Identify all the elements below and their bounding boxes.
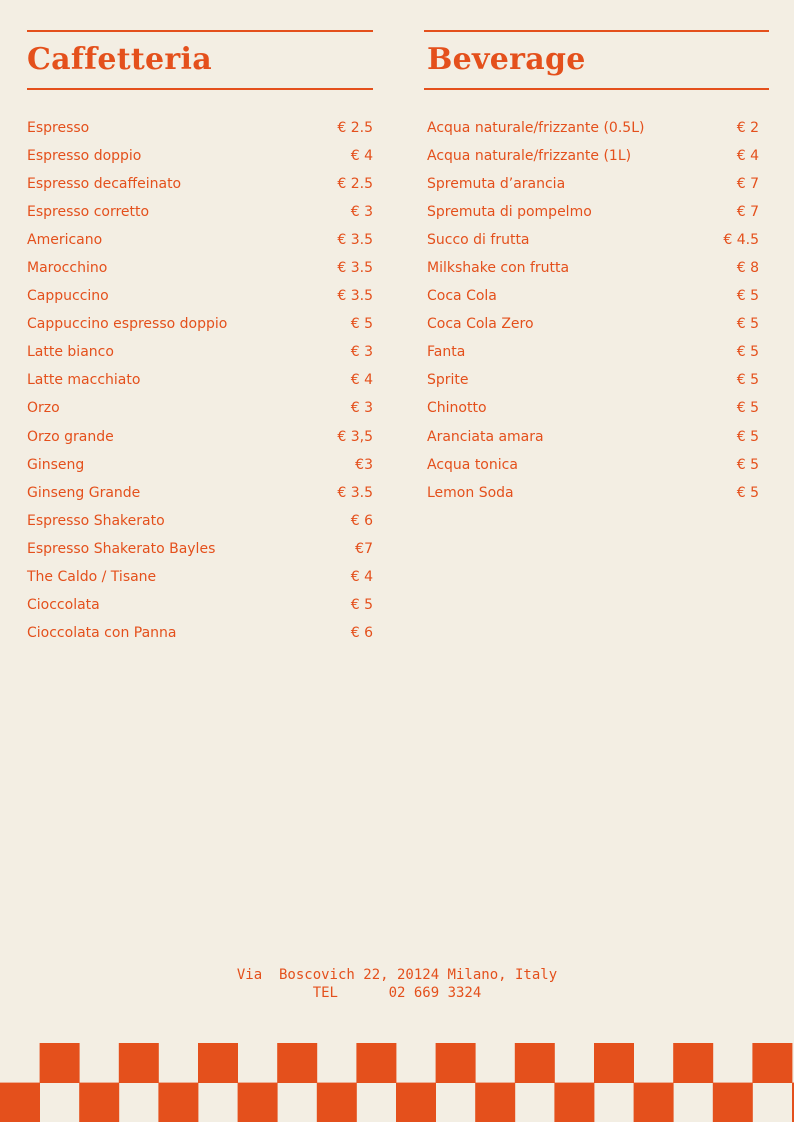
menu-item-name: Espresso Shakerato Bayles [27, 540, 216, 557]
checker-square [79, 1083, 119, 1122]
menu-list [27, 114, 373, 647]
menu-item [27, 338, 373, 366]
menu-item-name: Cioccolata [27, 596, 100, 613]
menu-item-name: Espresso [27, 120, 90, 137]
menu-item-price: € 4 [350, 568, 373, 585]
menu-item-price: € 4 [350, 148, 373, 165]
menu-item-price: € 7 [736, 204, 759, 221]
beverage-section [424, 30, 769, 501]
menu-item-price: € 2.5 [337, 120, 373, 137]
checker-square [396, 1083, 436, 1122]
menu-item-price: € 5 [350, 316, 373, 333]
menu-item [427, 479, 759, 507]
menu-item [27, 451, 373, 479]
menu-item [27, 479, 373, 507]
menu-item [27, 254, 373, 282]
menu-item-price: € 7 [736, 176, 759, 193]
menu-item-name: Aranciata amara [427, 428, 544, 445]
phone-label: TEL [312, 985, 338, 1001]
menu-item-price: € 5 [736, 372, 759, 389]
checker-square [158, 1083, 198, 1122]
menu-item-name: Succo di frutta [427, 232, 530, 249]
menu-item-price: € 3.5 [337, 288, 373, 305]
checker-square [594, 1043, 634, 1083]
menu-item-name: Spremuta d’arancia [427, 176, 566, 193]
menu-item-price: € 2 [736, 120, 759, 137]
menu-item-price: € 4.5 [723, 232, 759, 249]
menu-item-price: € 5 [350, 596, 373, 613]
menu-item [27, 226, 373, 254]
menu-item [27, 114, 373, 142]
menu-item-price: € 8 [736, 260, 759, 277]
checker-square [40, 1043, 80, 1083]
menu-item [27, 310, 373, 338]
menu-item-name: Espresso decaffeinato [27, 176, 182, 193]
menu-item [427, 142, 759, 170]
menu-item [427, 198, 759, 226]
checkerboard-border [0, 1043, 794, 1122]
menu-item [427, 226, 759, 254]
menu-list [427, 114, 759, 507]
menu-item-name: Chinotto [427, 400, 487, 417]
footer-contact [0, 966, 794, 1002]
menu-item [27, 198, 373, 226]
section-bottom-rule [27, 88, 373, 90]
checker-square [198, 1043, 238, 1083]
menu-item [27, 507, 373, 535]
menu-item [27, 563, 373, 591]
menu-item-name: Orzo [27, 400, 60, 417]
menu-item-price: €3 [355, 456, 373, 473]
checker-square [277, 1043, 317, 1083]
checker-square [673, 1043, 713, 1083]
checker-square [119, 1043, 159, 1083]
menu-item-price: € 3 [350, 204, 373, 221]
menu-item-name: Acqua naturale/frizzante (1L) [427, 148, 632, 165]
caffetteria-section [27, 30, 373, 641]
menu-item [427, 282, 759, 310]
menu-item-name: Orzo grande [27, 428, 114, 445]
menu-item-name: Cappuccino espresso doppio [27, 316, 228, 333]
menu-item-name: Sprite [427, 372, 469, 389]
menu-item-price: € 5 [736, 456, 759, 473]
menu-item-name: Americano [27, 232, 103, 249]
checker-square [634, 1083, 674, 1122]
menu-item [427, 114, 759, 142]
menu-item-price: € 5 [736, 484, 759, 501]
menu-item-name: Espresso corretto [27, 204, 150, 221]
menu-item-price: € 3.5 [337, 260, 373, 277]
menu-item-name: Latte bianco [27, 344, 114, 361]
menu-item-name: Ginseng Grande [27, 484, 141, 501]
address-line: Via Boscovich 22, 20124 Milano, Italy [236, 967, 558, 983]
menu-item-name: Coca Cola [427, 288, 497, 305]
menu-item-price: € 3 [350, 344, 373, 361]
menu-item [427, 254, 759, 282]
menu-item [27, 619, 373, 647]
menu-item-name: Milkshake con frutta [427, 260, 570, 277]
menu-item [427, 338, 759, 366]
menu-item-name: Fanta [427, 344, 466, 361]
menu-item [427, 310, 759, 338]
checker-square [238, 1083, 278, 1122]
menu-item-name: Acqua tonica [427, 456, 518, 473]
menu-item-price: € 5 [736, 400, 759, 417]
checker-square [436, 1043, 476, 1083]
menu-item [427, 170, 759, 198]
menu-item [27, 282, 373, 310]
checker-square [0, 1083, 40, 1122]
menu-item [427, 394, 759, 422]
checker-square [317, 1083, 357, 1122]
checker-square [356, 1043, 396, 1083]
menu-item-name: Acqua naturale/frizzante (0.5L) [427, 120, 645, 137]
checker-square [713, 1083, 753, 1122]
menu-item-name: Spremuta di pompelmo [427, 204, 592, 221]
menu-item-name: Lemon Soda [427, 484, 514, 501]
menu-item-name: Latte macchiato [27, 372, 141, 389]
menu-item-price: € 6 [350, 512, 373, 529]
menu-item-name: Coca Cola Zero [427, 316, 534, 333]
checker-square [554, 1083, 594, 1122]
section-bottom-rule [424, 88, 769, 90]
menu-item-price: € 3.5 [337, 484, 373, 501]
menu-item [27, 170, 373, 198]
section-title: Caffetteria [27, 42, 212, 77]
menu-item-price: € 4 [350, 372, 373, 389]
menu-item-name: Cioccolata con Panna [27, 624, 177, 641]
menu-item-price: € 2.5 [337, 176, 373, 193]
checker-square [752, 1043, 792, 1083]
menu-item [27, 591, 373, 619]
menu-item [27, 535, 373, 563]
menu-item-price: € 5 [736, 316, 759, 333]
menu-item-price: € 5 [736, 288, 759, 305]
menu-item-price: € 3,5 [337, 428, 373, 445]
menu-item [27, 366, 373, 394]
menu-item-name: Espresso doppio [27, 148, 142, 165]
menu-item-name: The Caldo / Tisane [27, 568, 157, 585]
menu-item-price: € 4 [736, 148, 759, 165]
menu-item [27, 142, 373, 170]
checker-square [475, 1083, 515, 1122]
menu-item-price: € 3 [350, 400, 373, 417]
menu-item-price: € 5 [736, 428, 759, 445]
menu-item [27, 394, 373, 422]
menu-item-price: € 5 [736, 344, 759, 361]
menu-item-price: € 6 [350, 624, 373, 641]
menu-item-name: Espresso Shakerato [27, 512, 165, 529]
menu-item [427, 423, 759, 451]
checker-square [515, 1043, 555, 1083]
menu-item-price: € 3.5 [337, 232, 373, 249]
menu-item [427, 366, 759, 394]
menu-item [27, 423, 373, 451]
menu-item-name: Ginseng [27, 456, 85, 473]
section-title: Beverage [427, 42, 586, 77]
menu-item-price: €7 [355, 540, 373, 557]
menu-item-name: Cappuccino [27, 288, 109, 305]
menu-item-name: Marocchino [27, 260, 108, 277]
phone-number: 02 669 3324 [388, 985, 482, 1001]
menu-item [427, 451, 759, 479]
